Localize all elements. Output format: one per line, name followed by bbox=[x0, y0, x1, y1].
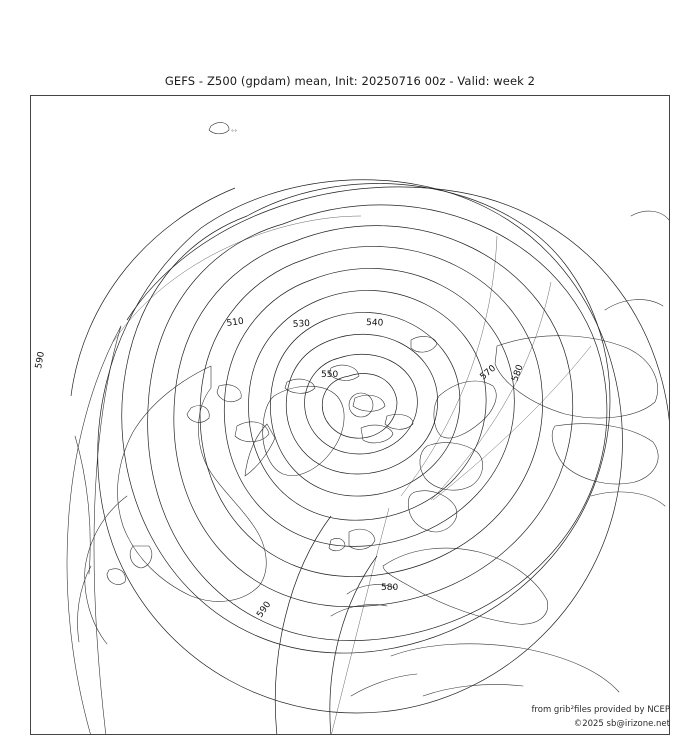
map-canvas bbox=[31, 96, 670, 735]
contour-label: 550 bbox=[321, 370, 339, 380]
contour-label: 510 bbox=[226, 316, 245, 329]
map-artifacts bbox=[209, 123, 237, 134]
contour-label: 590 bbox=[255, 599, 274, 620]
coastlines bbox=[75, 211, 669, 696]
credit-copyright: ©2025 sb@irizone.net bbox=[573, 719, 670, 729]
contour-labels bbox=[34, 317, 526, 620]
contour-label: 570 bbox=[478, 363, 499, 383]
contour-label: 540 bbox=[365, 318, 384, 329]
credit-source: from grib²files provided by NCEP bbox=[531, 705, 670, 715]
graticule bbox=[331, 236, 591, 735]
contour-lines bbox=[71, 180, 670, 735]
contour-label: 530 bbox=[292, 318, 311, 330]
contour-label: 580 bbox=[381, 583, 399, 593]
artifact-label: ∘∘ bbox=[231, 128, 238, 134]
contour-label: 590 bbox=[34, 350, 47, 370]
contour-label: 580 bbox=[510, 363, 526, 384]
page-title: GEFS - Z500 (gpdam) mean, Init: 20250716 00z - Valid: week 2 bbox=[164, 74, 536, 88]
projection-limb bbox=[67, 216, 361, 735]
map-plot-area[interactable] bbox=[30, 95, 670, 735]
